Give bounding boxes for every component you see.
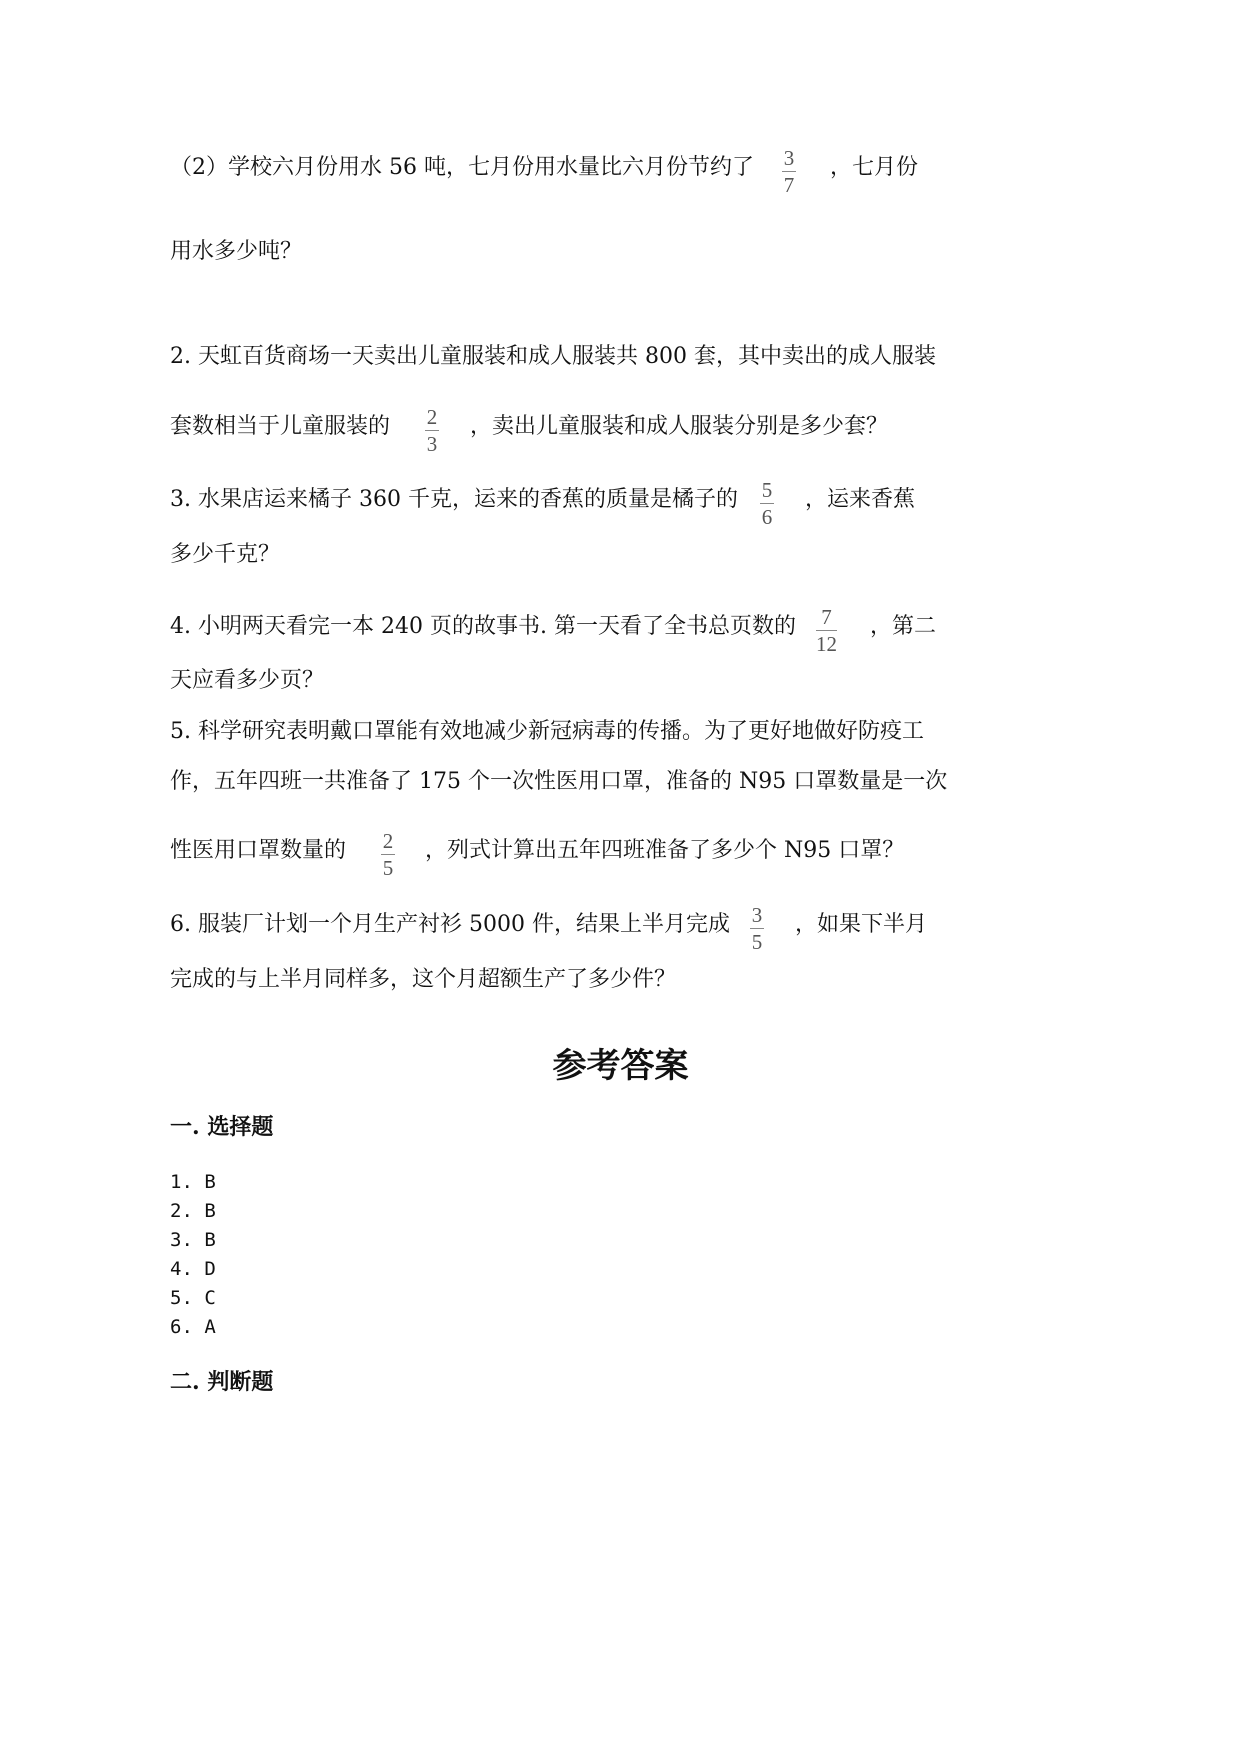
q5-text: 5. 科学研究表明戴口罩能有效地减少新冠病毒的传播。为了更好地做好防疫工 xyxy=(170,719,924,744)
answer-item: 1. B xyxy=(170,1171,216,1193)
q4-text: 天应看多少页？ xyxy=(170,668,325,693)
numerator: 5 xyxy=(761,478,773,502)
q2-text: ，卖出儿童服装和成人服装分别是多少套？ xyxy=(470,414,889,439)
q1-text: （2）学校六月份用水 56 吨，七月份用水量比六月份节约了 xyxy=(170,155,754,180)
fraction-bar xyxy=(816,630,837,631)
numerator: 2 xyxy=(382,829,394,853)
q1-text: 用水多少吨？ xyxy=(170,239,303,264)
q4-text: ，第二 xyxy=(870,614,937,639)
fraction xyxy=(760,480,774,527)
numerator: 3 xyxy=(783,146,795,170)
q3-text: 多少千克？ xyxy=(170,542,281,567)
fraction-bar xyxy=(760,503,774,504)
answer-item: 5. C xyxy=(170,1287,216,1309)
fraction xyxy=(782,148,796,195)
numerator: 7 xyxy=(821,605,832,629)
denominator: 3 xyxy=(426,432,438,456)
denominator: 5 xyxy=(751,930,763,954)
numerator: 3 xyxy=(751,903,763,927)
fraction xyxy=(425,407,439,454)
q2-text: 2. 天虹百货商场一天卖出儿童服装和成人服装共 800 套，其中卖出的成人服装 xyxy=(170,344,936,369)
q3-text: ，运来香蕉 xyxy=(805,487,916,512)
section-heading: 二. 判断题 xyxy=(170,1369,274,1395)
fraction-bar xyxy=(381,854,395,855)
q6-text: 6. 服装厂计划一个月生产衬衫 5000 件，结果上半月完成 xyxy=(170,912,730,937)
denominator: 6 xyxy=(761,505,773,529)
denominator: 7 xyxy=(783,173,795,197)
answer-title: 参考答案 xyxy=(552,1046,689,1086)
denominator: 5 xyxy=(382,856,394,880)
fraction xyxy=(381,831,395,878)
answer-item: 2. B xyxy=(170,1200,216,1222)
q5-text: 作，五年四班一共准备了 175 个一次性医用口罩，准备的 N95 口罩数量是一次 xyxy=(170,769,948,794)
q1-text: ，七月份 xyxy=(830,155,919,180)
fraction-bar xyxy=(425,430,439,431)
answer-item: 4. D xyxy=(170,1258,216,1280)
answer-item: 3. B xyxy=(170,1229,216,1251)
q4-text: 4. 小明两天看完一本 240 页的故事书. 第一天看了全书总页数的 xyxy=(170,614,796,639)
denominator: 12 xyxy=(816,632,837,656)
fraction-bar xyxy=(782,171,796,172)
q6-text: 完成的与上半月同样多，这个月超额生产了多少件？ xyxy=(170,967,677,992)
fraction xyxy=(816,607,837,654)
q5-text: ，列式计算出五年四班准备了多少个 N95 口罩？ xyxy=(425,838,905,863)
fraction-bar xyxy=(750,928,764,929)
section-heading: 一. 选择题 xyxy=(170,1114,274,1140)
fraction xyxy=(750,905,764,952)
q5-text: 性医用口罩数量的 xyxy=(170,838,347,863)
q3-text: 3. 水果店运来橘子 360 千克，运来的香蕉的质量是橘子的 xyxy=(170,487,738,512)
numerator: 2 xyxy=(426,405,438,429)
q2-text: 套数相当于儿童服装的 xyxy=(170,414,391,439)
answer-item: 6. A xyxy=(170,1316,216,1338)
q6-text: ，如果下半月 xyxy=(795,912,928,937)
